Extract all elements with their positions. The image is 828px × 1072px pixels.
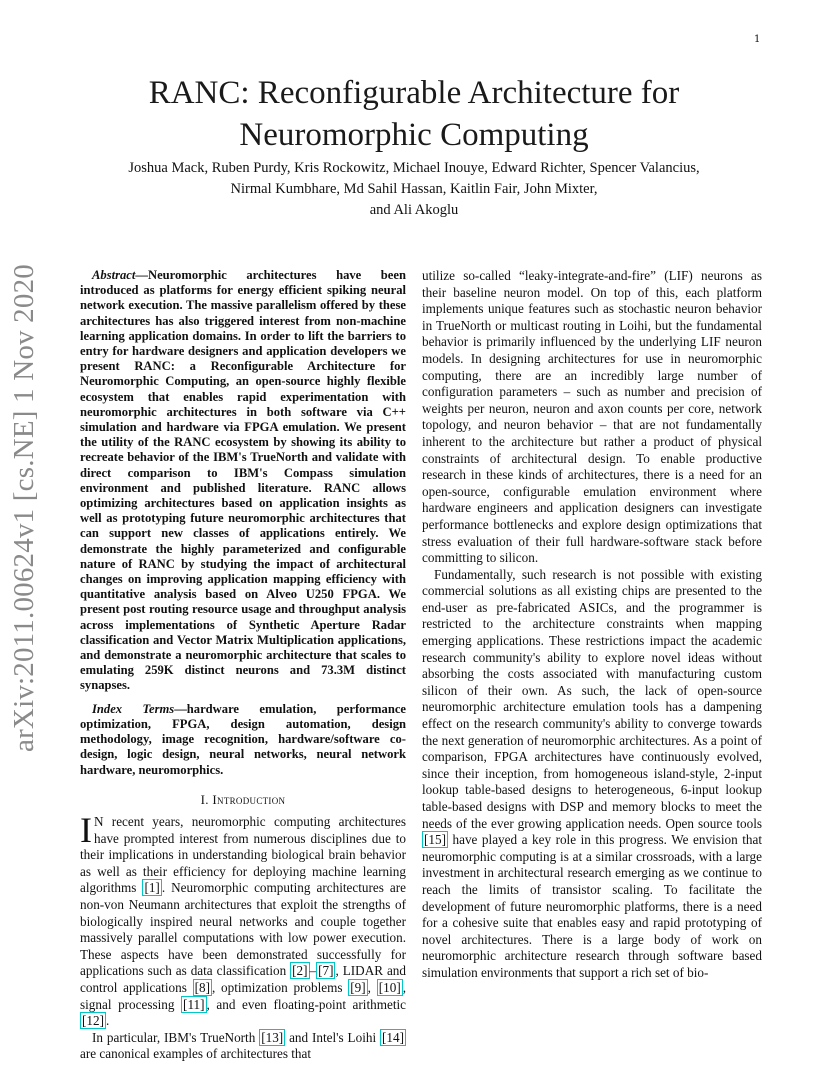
citation-link[interactable]: [13]: [261, 1029, 284, 1045]
citation-link[interactable]: [10]: [378, 980, 401, 996]
citation-link[interactable]: [7]: [318, 963, 334, 979]
intro-text: , and even floating-point arithmetic: [206, 996, 406, 1012]
intro-text: –: [309, 963, 317, 979]
intro-text: , optimization problems: [211, 980, 349, 996]
citation-link[interactable]: [8]: [194, 980, 210, 996]
page-number: 1: [754, 34, 761, 45]
authors-line: and Ali Akoglu: [369, 202, 459, 218]
author-list: [74, 158, 754, 221]
index-terms-text: —hardware emulation, performance optimization, FPGA, design automation, design methodology, image recognition, hardware/software co-design, logic design, neural networks, neural network hardware, neuromorphics.: [80, 701, 407, 777]
intro-text: , LIDAR and control applications: [80, 963, 406, 996]
abstract-label: Abstract: [92, 268, 136, 282]
intro-text: and Intel's Loihi: [285, 1029, 381, 1045]
intro-text: N recent years, neuromorphic computing architectures have prompted interest from numerous disciplines due to their implications in understanding biological brain behavior as well as their efficiency for deploying machine learning algorithms: [80, 814, 406, 896]
intro-text: In particular, IBM's TrueNorth: [92, 1029, 260, 1045]
citation-link[interactable]: [9]: [350, 980, 366, 996]
intro-text: are canonical examples of architectures that: [80, 1046, 312, 1062]
authors-line: Joshua Mack, Ruben Purdy, Kris Rockowitz, Michael Inouye, Edward Richter, Spencer Valancius,: [128, 160, 700, 176]
section-heading-introduction: I. Introduction: [200, 791, 286, 807]
body-paragraph: [422, 567, 762, 982]
arxiv-identifier-stamp[interactable]: arXiv:2011.00624v1 [cs.NE] 1 Nov 2020: [8, 264, 40, 752]
intro-paragraph: [80, 1030, 406, 1063]
abstract-text: —Neuromorphic architectures have been introduced as platforms for energy efficient spiking neural network execution. The massive parallelism offered by these architectures has also triggered interest from non-machine learning application domains. In order to lift the barriers to entry for hardware designers and application developers we present RANC: a Reconfigurable Architecture for Neuromorphic Computing, an open-source highly flexible ecosystem that enables rapid experimentation with neuromorphic architectures in both software via C++ simulation and hardware via FPGA emulation. We present the utility of the RANC ecosystem by showing its ability to recreate behavior of the IBM's TrueNorth and validate with direct comparison to IBM's Compass simulation environment and published literature. RANC allows optimizing architectures based on application insights as well as prototyping future neuromorphic architectures that can support new classes of applications entirely. We demonstrate the highly parameterized and configurable nature of RANC by studying the impact of architectural changes on improving application mapping efficiency with quantitative analysis based on Alveo U250 FPGA. We present post routing resource usage and throughput analysis across implementations of Synthetic Aperture Radar classification and Vector Matrix Multiplication applications, and demonstrate a neuromorphic architecture that scales to emulating 259K distinct neurons and 73.3M distinct synapses.: [80, 268, 406, 693]
abstract: [80, 268, 406, 694]
index-terms-label: Index Terms: [92, 701, 175, 716]
intro-text: ,: [367, 980, 377, 996]
citation-link[interactable]: [12]: [82, 1013, 104, 1029]
index-terms: [80, 702, 406, 778]
body-text: Fundamentally, such research is not possible with existing commercial solutions as all existing chips are presented to the end-user as pre-fabricated ASICs, and the programmer is restricted to the architecture constraints when mapping emerging applications. These restrictions impact the academic research community's ability to explore novel ideas without absorbing the costs associated with manufacturing custom silicon of their own. As such, the lack of open-source neuromorphic architecture emulation tools has a dampening effect on the research community's ability to converge towards the next generation of neuromorphic architectures. As a point of comparison, FPGA architectures have continuously evolved, since their inception, from homogeneous island-style, 2-input lookup table-based designs to heterogeneous, 6-input lookup table-based designs with DSP and memory blocks to meet the needs of the ever growing application needs. Open source tools: [422, 566, 762, 831]
right-column: [422, 268, 762, 982]
intro-text: , signal processing: [80, 980, 407, 1012]
citation-link[interactable]: [2]: [292, 963, 308, 979]
intro-paragraph: [80, 810, 407, 1030]
authors-line: Nirmal Kumbhare, Md Sahil Hassan, Kaitlin Fair, John Mixter,: [230, 181, 598, 197]
citation-link[interactable]: [15]: [424, 832, 446, 848]
paper-title: RANC: Reconfigurable Architecture for Neuromorphic Computing: [148, 75, 680, 153]
intro-text: . Neuromorphic computing architectures are non-von Neumann architectures that exploit the strengths of biologically inspired neural networks and couple together massively parallel computations with low power execution. These aspects have been demonstrated successfully for applications such as data classification: [80, 880, 406, 979]
citation-link[interactable]: [11]: [183, 996, 205, 1012]
intro-text: .: [105, 1013, 110, 1029]
citation-link[interactable]: [1]: [144, 880, 160, 896]
drop-cap: I: [80, 810, 92, 851]
body-paragraph: utilize so-called “leaky-integrate-and-fire” (LIF) neurons as their baseline neuron model. On top of this, each platform implements unique features such as stochastic neuron behavior in TrueNorth or multicast routing in Loihi, but the fundamental behavior is primarily influenced by the underlying LIF neuron models. In designing architectures for use in neuromorphic computing, there are an incredibly large number of configuration parameters – such as number and precision of weights per neuron, neuron and axon counts per core, network topology, and neuron behavior – that are not fundamentally inherent to the architecture but rather a product of physical constraints of architectural design. To enable productive research in these kinds of architectures, there is a need for an open-source, configurable emulation environment where hardware engineers and application designers can investigate performance bottlenecks and explore design optimizations that stress evaluation of their full hardware-software stack before committing to silicon.: [422, 268, 762, 566]
body-text: have played a key role in this progress. We envision that neuromorphic computing is at a similar crossroads, with a large investment in architectural research emerging as we continue to reach the limits of transistor scaling. To facilitate the development of future neuromorphic platforms, there is a need for a cohesive suite that enables easy and rapid prototyping of novel architectures. There is a large body of work on neuromorphic architecture research through software based simulation environments that support a rich set of bio-: [422, 832, 762, 980]
left-column: [80, 268, 406, 1063]
citation-link[interactable]: [14]: [382, 1029, 404, 1045]
